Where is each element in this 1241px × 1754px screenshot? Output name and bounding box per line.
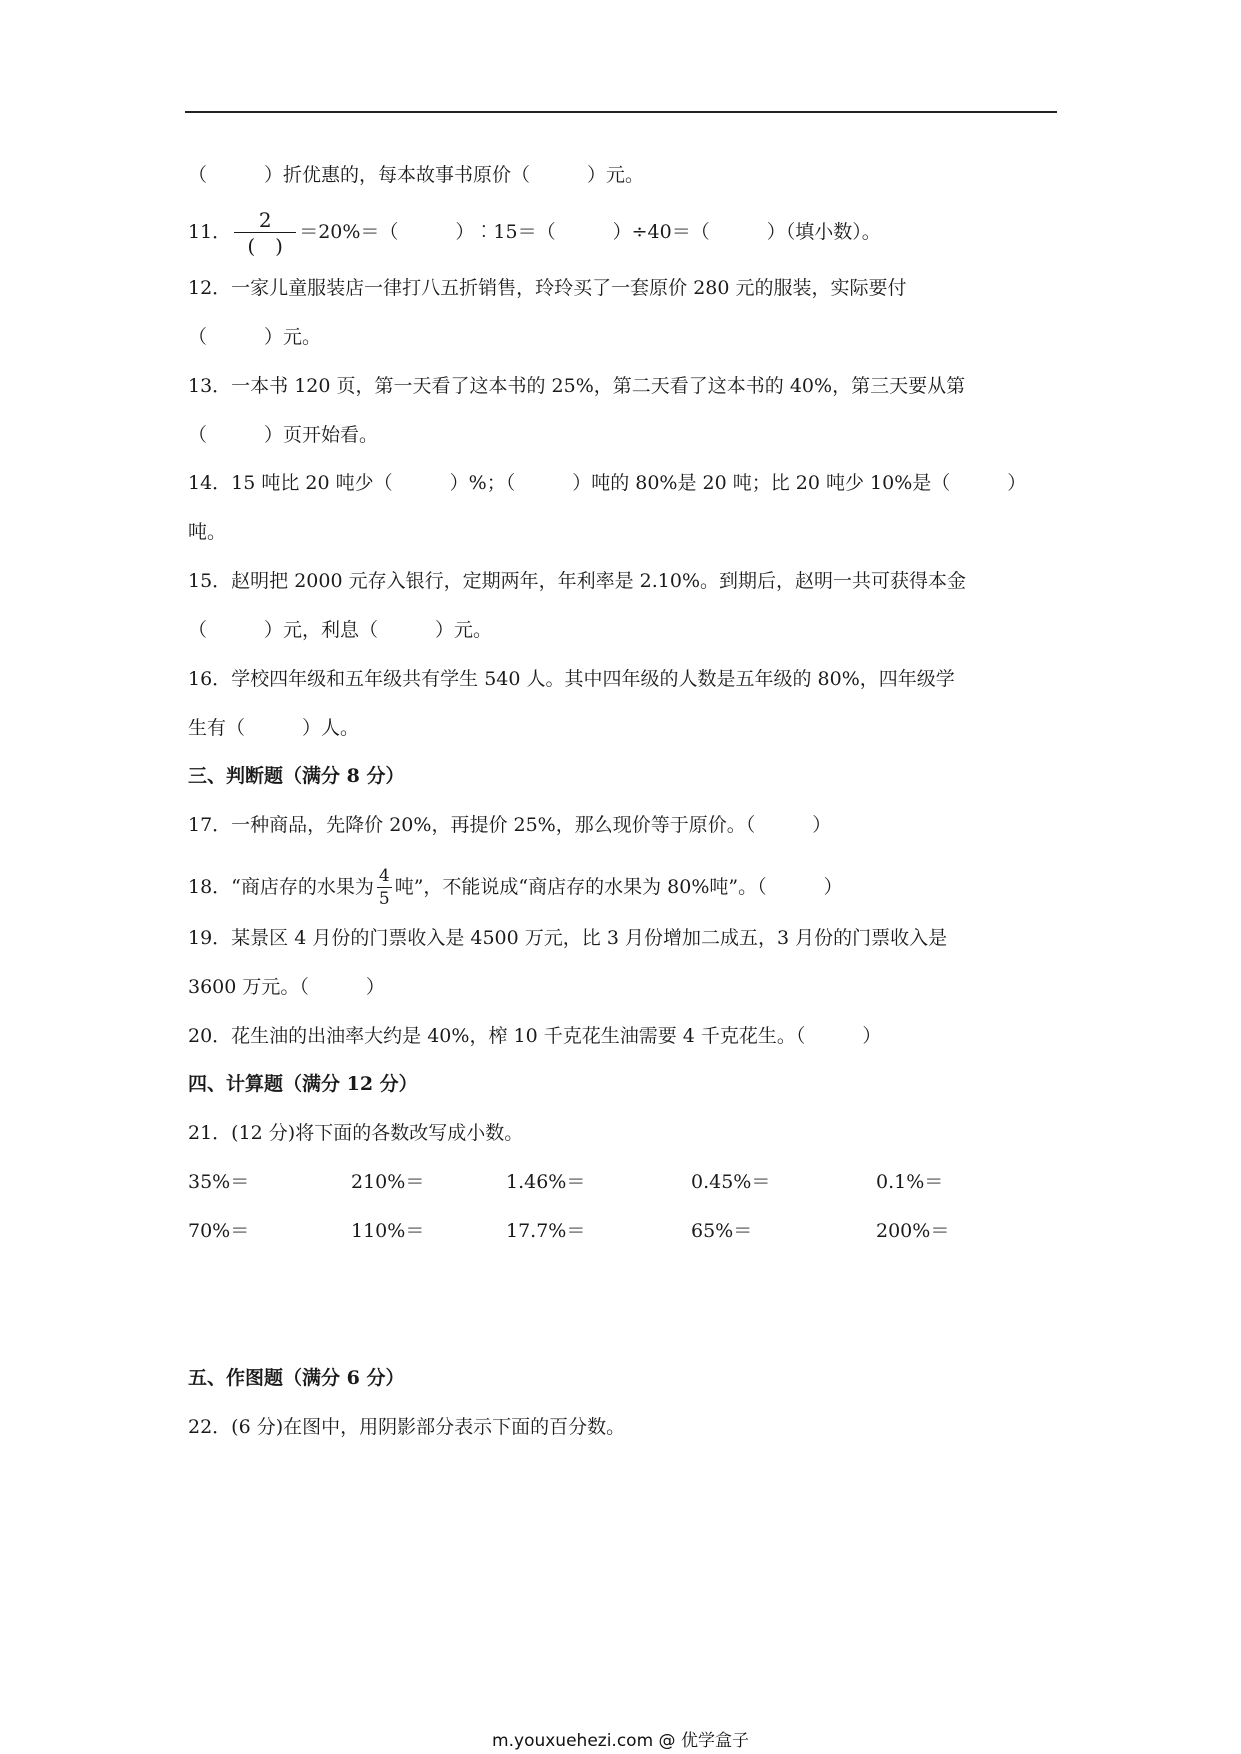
header-rule [185,111,1057,113]
q18-text-pre: 18．“商店存的水果为 [188,876,374,898]
calc-item: 110%＝ [351,1220,425,1242]
q12-line-b: （ ）元。 [188,326,322,348]
calc-item: 35%＝ [188,1171,250,1193]
q19-line-a: 19．某景区 4 月份的门票收入是 4500 万元，比 3 月份增加二成五，3 月份的门票收入是 [188,927,948,949]
q18-fraction [377,868,392,908]
q20-line: 20．花生油的出油率大约是 40%，榨 10 千克花生油需要 4 千克花生。（ ） [188,1025,882,1047]
q14-line-b: 吨。 [188,521,227,543]
calc-item: 70%＝ [188,1220,250,1242]
q11-fraction-numerator: 2 [258,208,272,232]
q18-fraction-numerator: 4 [378,866,390,886]
q14-line-a: 14．15 吨比 20 吨少（ ）%；（ ）吨的 80%是 20 吨；比 20 吨少 10%是（ ） [188,472,1027,494]
q11-line [188,210,881,256]
section-5-heading: 五、作图题（满分 6 分） [188,1367,405,1389]
q18-text-post: 吨”，不能说成“商店存的水果为 80%吨”。（ ） [394,876,843,898]
q15-line-b: （ ）元，利息（ ）元。 [188,619,493,641]
q18-line [188,868,843,908]
calc-item: 210%＝ [351,1171,425,1193]
q21-line: 21．(12 分)将下面的各数改写成小数。 [188,1122,524,1144]
section-4-heading: 四、计算题（满分 12 分） [188,1073,418,1095]
q22-line: 22．(6 分)在图中，用阴影部分表示下面的百分数。 [188,1416,626,1438]
q12-line-a: 12．一家儿童服装店一律打八五折销售，玲玲买了一套原价 280 元的服装，实际要付 [188,277,907,299]
q11-fraction-denominator: ( ) [234,232,296,256]
q13-line-b: （ ）页开始看。 [188,424,379,446]
q19-line-b: 3600 万元。（ ） [188,976,385,998]
page-footer: m.youxuehezi.com @ 优学盒子 [492,1731,749,1751]
q11-text: ＝20%＝（ ）︰15＝（ ）÷40＝（ ）（填小数）。 [299,221,881,243]
q17-line: 17．一种商品，先降价 20%，再提价 25%，那么现价等于原价。（ ） [188,814,832,836]
q16-line-b: 生有（ ）人。 [188,717,360,739]
q18-fraction-denominator: 5 [378,889,390,909]
calc-item: 200%＝ [876,1220,950,1242]
q15-line-a: 15．赵明把 2000 元存入银行，定期两年，年利率是 2.10%。到期后，赵明一共可获得本金 [188,570,967,592]
q11-fraction [234,210,296,256]
calc-item: 0.45%＝ [691,1171,771,1193]
section-3-heading: 三、判断题（满分 8 分） [188,765,405,787]
q11-number: 11． [188,221,232,243]
calc-item: 65%＝ [691,1220,753,1242]
q10-continuation: （ ）折优惠的，每本故事书原价（ ）元。 [188,164,645,186]
calc-item: 0.1%＝ [876,1171,944,1193]
calc-item: 1.46%＝ [506,1171,586,1193]
q13-line-a: 13．一本书 120 页，第一天看了这本书的 25%，第二天看了这本书的 40%，第三天要从第 [188,375,966,397]
q16-line-a: 16．学校四年级和五年级共有学生 540 人。其中四年级的人数是五年级的 80%，四年级学 [188,668,955,690]
calc-item: 17.7%＝ [506,1220,586,1242]
